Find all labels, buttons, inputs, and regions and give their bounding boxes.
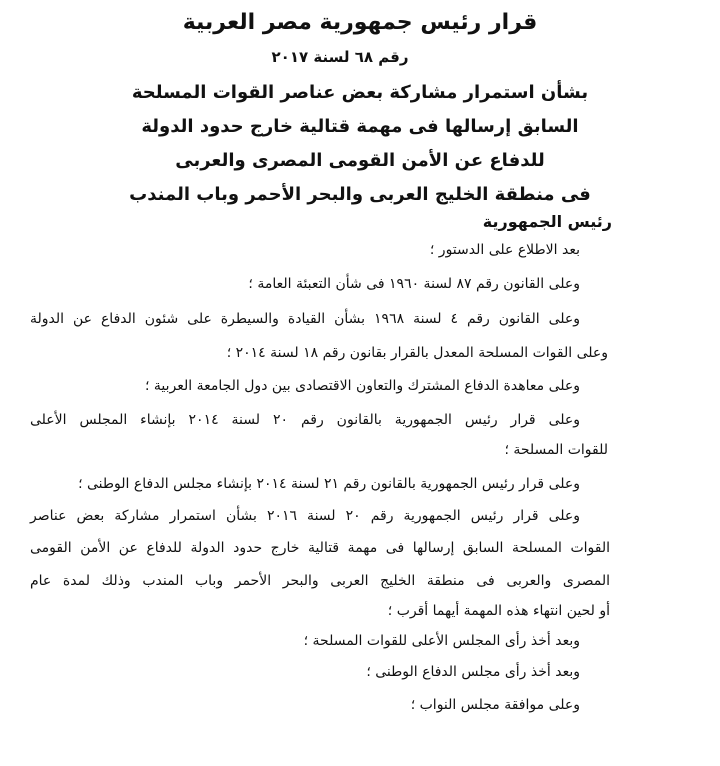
preamble-line: بعد الاطلاع على الدستور ؛	[429, 242, 580, 258]
preamble-line: وعلى موافقة مجلس النواب ؛	[410, 697, 580, 713]
preamble-line: أو لحين انتهاء هذه المهمة أيهما أقرب ؛	[387, 603, 610, 619]
decree-subject-line: بشأن استمرار مشاركة بعض عناصر القوات المسلحة	[131, 82, 589, 103]
preamble-line: المصرى والعربى فى منطقة الخليج العربى والبحر الأحمر وباب المندب وذلك لمدة عام	[30, 573, 610, 589]
decree-title: قرار رئيس جمهورية مصر العربية	[182, 10, 538, 35]
preamble-line: القوات المسلحة السابق إرسالها فى مهمة قتالية خارج حدود الدولة للدفاع عن الأمن القومى	[30, 540, 610, 556]
preamble-line: وعلى القوات المسلحة المعدل بالقرار بقانون رقم ١٨ لسنة ٢٠١٤ ؛	[226, 345, 608, 361]
preamble-line: للقوات المسلحة ؛	[504, 442, 608, 458]
issuer-heading: رئيس الجمهورية	[482, 212, 612, 231]
preamble-line: وبعد أخذ رأى المجلس الأعلى للقوات المسلحة ؛	[303, 633, 580, 649]
preamble-line: وعلى معاهدة الدفاع المشترك والتعاون الاقتصادى بين دول الجامعة العربية ؛	[144, 378, 580, 394]
preamble-line: وبعد أخذ رأى مجلس الدفاع الوطنى ؛	[366, 664, 580, 680]
preamble-line: وعلى قرار رئيس الجمهورية رقم ٢٠ لسنة ٢٠١٦ بشأن استمرار مشاركة بعض عناصر	[30, 508, 581, 524]
decree-number: رقم ٦٨ لسنة ٢٠١٧	[271, 48, 409, 66]
decree-subject-line: للدفاع عن الأمن القومى المصرى والعربى	[175, 150, 545, 171]
decree-subject-line: السابق إرسالها فى مهمة قتالية خارج حدود الدولة	[141, 116, 579, 137]
preamble-line: وعلى قرار رئيس الجمهورية بالقانون رقم ٢١ لسنة ٢٠١٤ بإنشاء مجلس الدفاع الوطنى ؛	[78, 476, 580, 492]
preamble-line: وعلى قرار رئيس الجمهورية بالقانون رقم ٢٠ لسنة ٢٠١٤ بإنشاء المجلس الأعلى	[30, 412, 580, 428]
decree-subject-line: فى منطقة الخليج العربى والبحر الأحمر وباب المندب	[129, 184, 591, 205]
preamble-line: وعلى القانون رقم ٤ لسنة ١٩٦٨ بشأن القيادة والسيطرة على شئون الدفاع عن الدولة	[30, 311, 581, 327]
preamble-line: وعلى القانون رقم ٨٧ لسنة ١٩٦٠ فى شأن التعبئة العامة ؛	[248, 276, 580, 292]
